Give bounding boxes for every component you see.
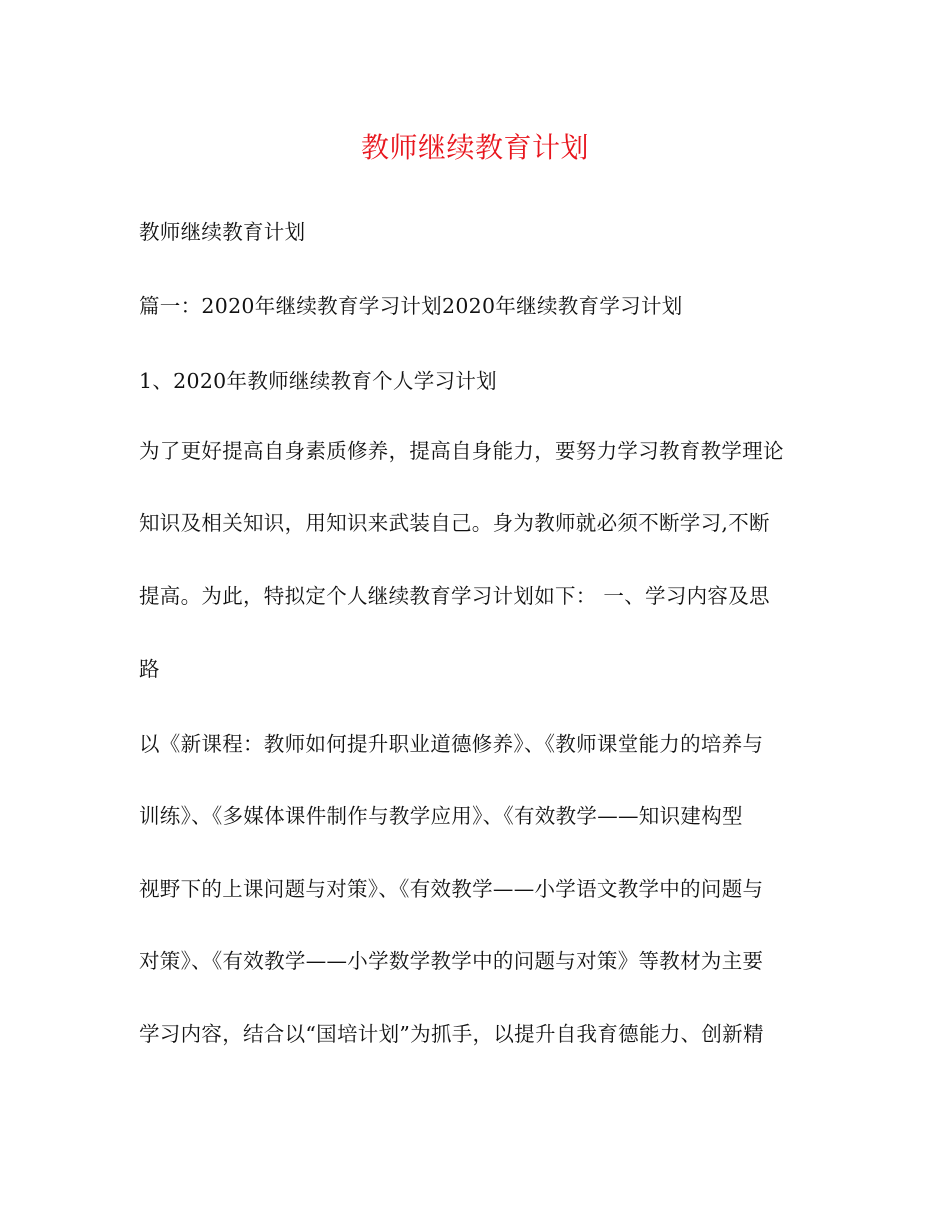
document-title: 教师继续教育计划 xyxy=(360,131,589,164)
subsection-heading: 1、2020年教师继续教育个人学习计划 xyxy=(139,369,497,393)
paragraph-line: 以《新课程：教师如何提升职业道德修养》、《教师课堂能力的培养与 xyxy=(139,732,764,756)
paragraph-line: 为了更好提高自身素质修养，提高自身能力，要努力学习教育教学理论 xyxy=(139,439,784,463)
paragraph-line: 训练》、《多媒体课件制作与教学应用》、《有效教学——知识建构型 xyxy=(139,804,743,828)
paragraph-line: 对策》、《有效教学——小学数学教学中的问题与对策》等教材为主要 xyxy=(139,949,764,973)
paragraph-line: 学习内容，结合以“国培计划”为抓手，以提升自我育德能力、创新精 xyxy=(139,1022,764,1046)
paragraph-line: 知识及相关知识，用知识来武装自己。身为教师就必须不断学习,不断 xyxy=(139,511,770,535)
subtitle-line: 教师继续教育计划 xyxy=(139,220,306,244)
paragraph-line: 路 xyxy=(139,657,160,681)
section-heading: 篇一：2020年继续教育学习计划2020年继续教育学习计划 xyxy=(139,294,683,318)
paragraph-line: 提高。为此，特拟定个人继续教育学习计划如下： 一、学习内容及思 xyxy=(139,584,770,608)
paragraph-line: 视野下的上课问题与对策》、《有效教学——小学语文教学中的问题与 xyxy=(139,877,764,901)
